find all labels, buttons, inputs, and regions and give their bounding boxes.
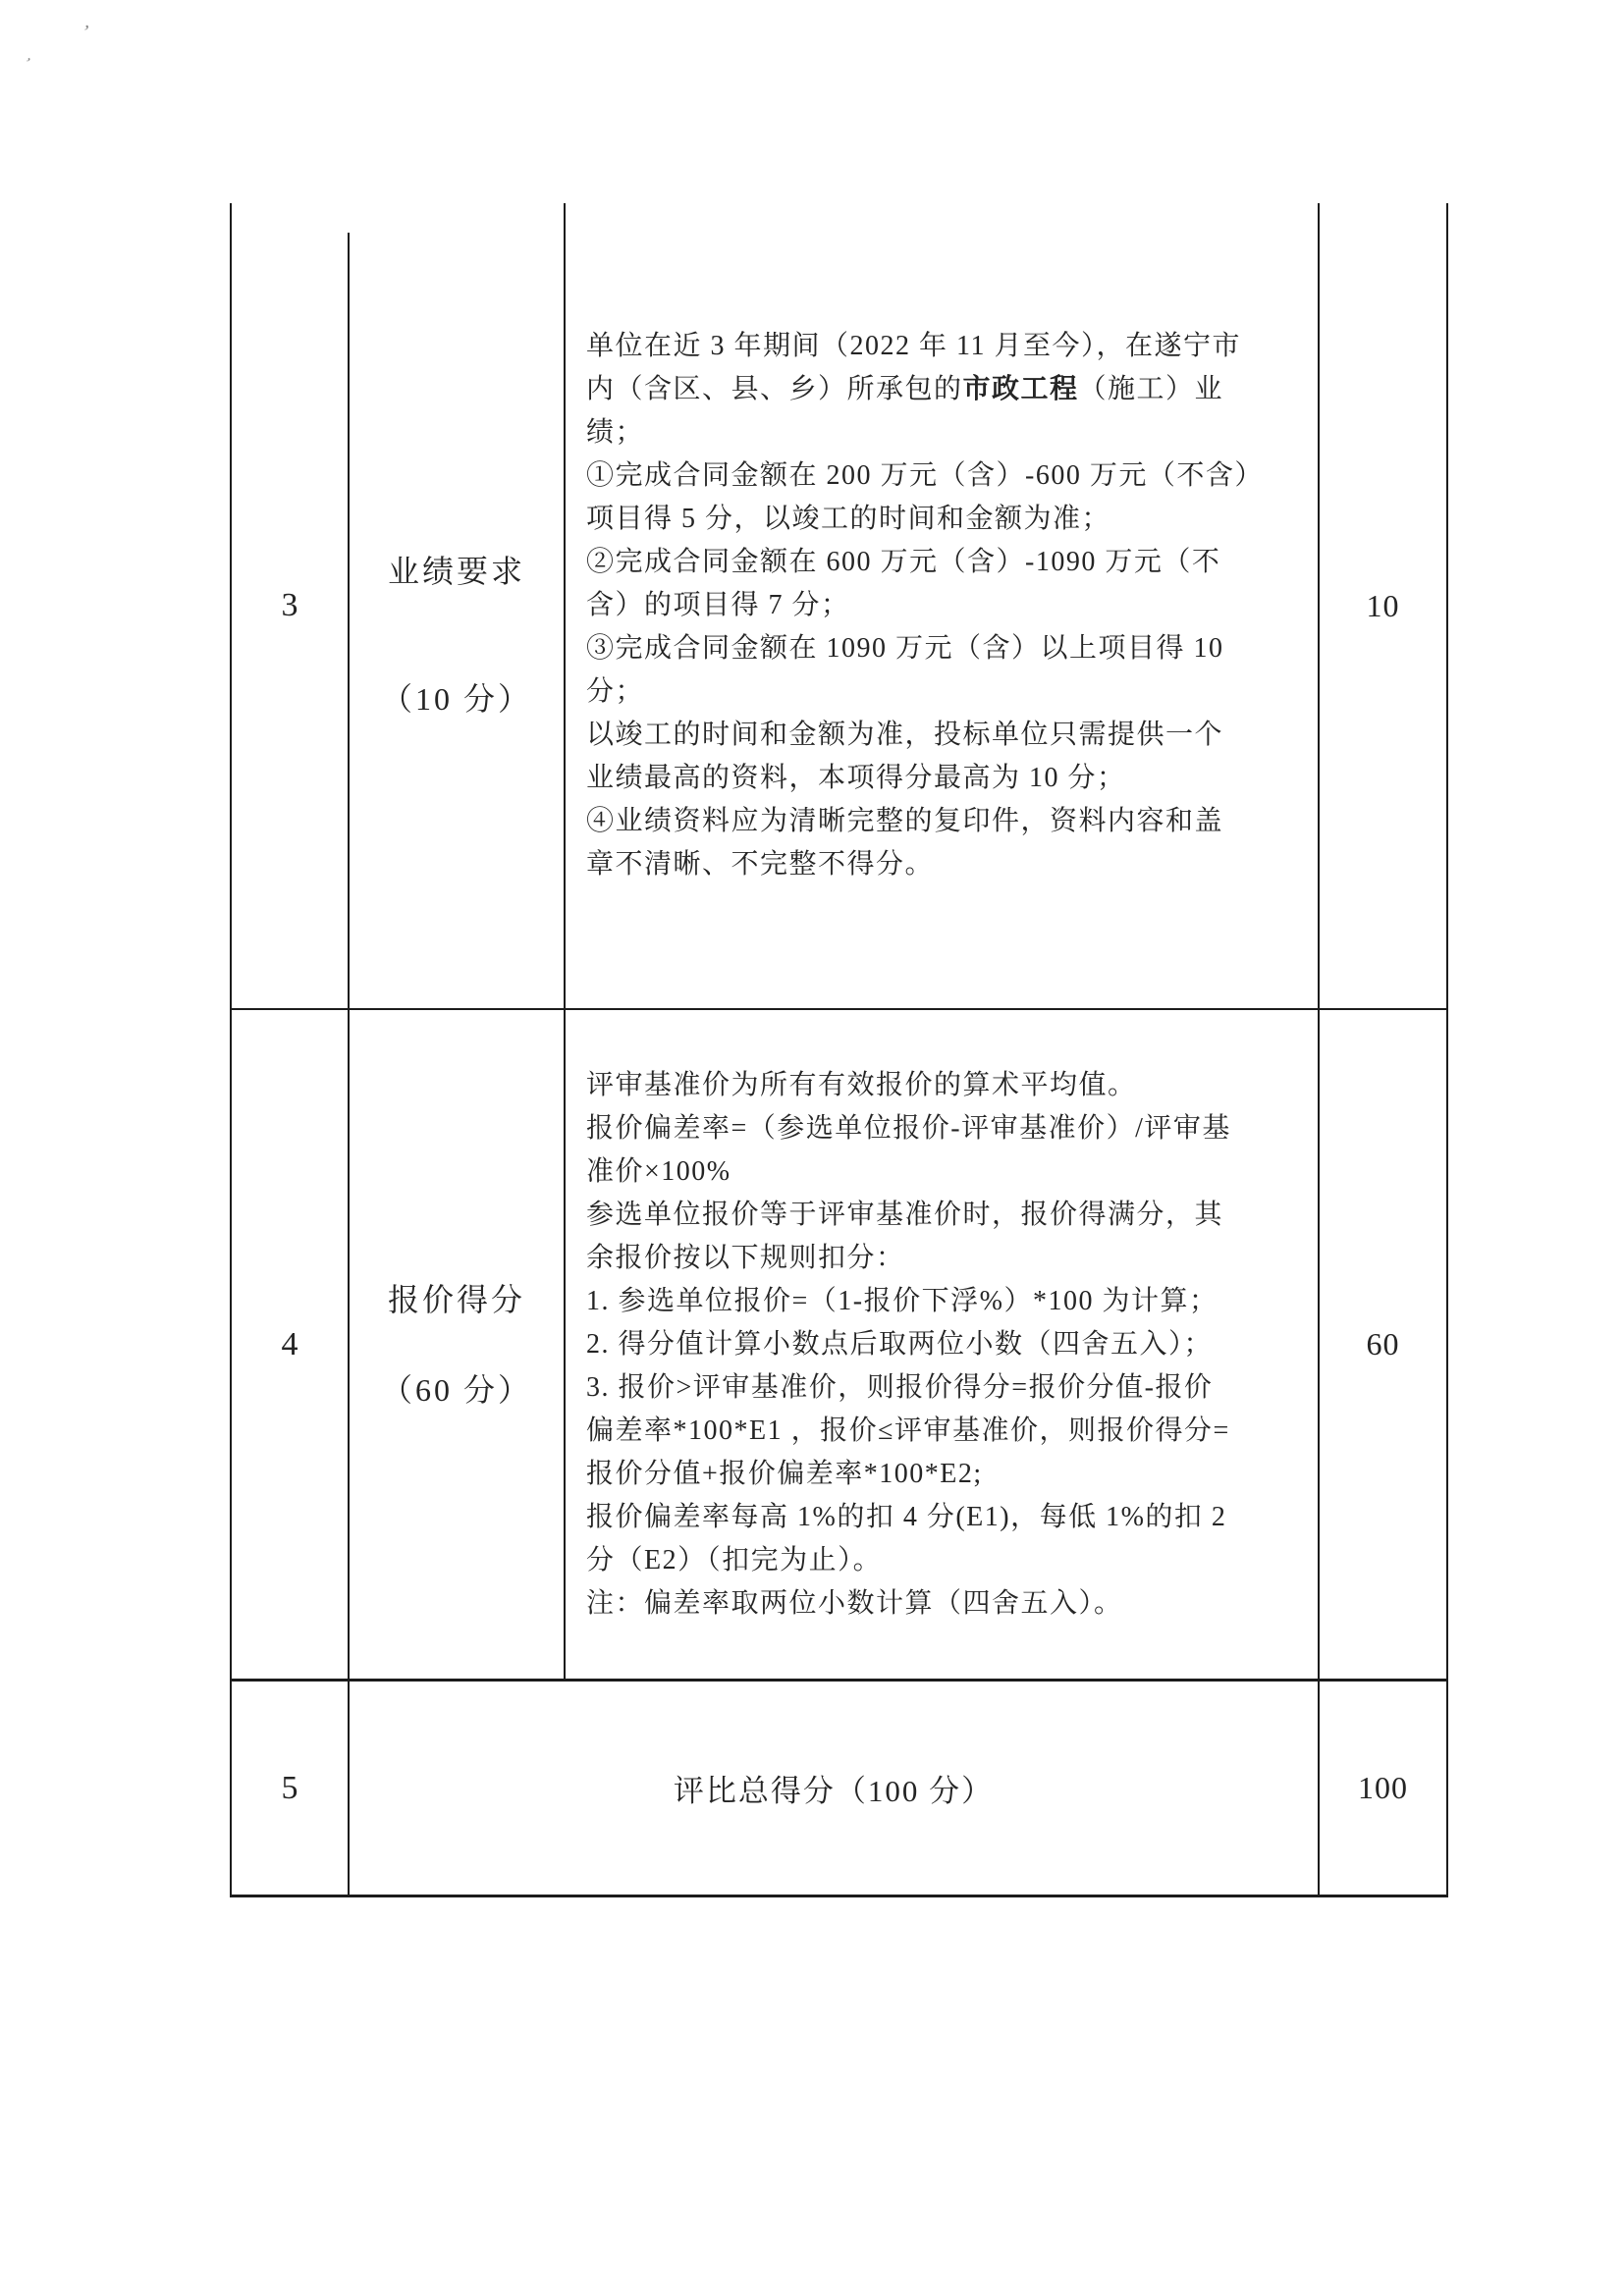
desc-line: 章不清晰、不完整不得分。 [586,849,935,880]
row5-score-cell [1318,1679,1446,1895]
desc-line [586,368,1310,411]
row4-criterion-name: 报价得分 [387,1281,525,1317]
row4-score: 60 [1366,1326,1400,1362]
desc-line: ②完成合同金额在 600 万元（含）-1090 万元（不 [586,547,1221,577]
desc-line: 余报价按以下规则扣分： [586,1242,905,1273]
row3-criterion-name: 业绩要求 [387,554,525,589]
row3-number: 3 [281,587,298,623]
scan-artifact-1: ’ [80,21,91,44]
row3-criterion-points: （10 分） [380,681,532,717]
desc-line: 报价分值+报价偏差率*100*E2; [586,1458,983,1489]
desc-line: 报价偏差率=（参选单位报价-评审基准价）/评审基 [586,1112,1231,1144]
desc-line: 2. 得分值计算小数点后取两位小数（四舍五入）； [586,1328,1214,1360]
desc-line: 偏差率*100*E1 ，报价≤评审基准价，则报价得分= [586,1415,1230,1446]
row4-number-cell [232,1008,348,1679]
desc-segment: 内（含区、县、乡）所承包的 [586,374,963,404]
desc-line: 业绩最高的资料，本项得分最高为 10 分； [586,763,1126,793]
desc-line: 报价偏差率每高 1%的扣 4 分(E1)，每低 1%的扣 2 [586,1501,1227,1532]
desc-line: 绩； [586,417,645,448]
desc-line: 注：偏差率取两位小数计算（四舍五入）。 [586,1587,1123,1619]
row3-criterion-cell [348,233,564,1038]
desc-line: 参选单位报价等于评审基准价时，报价得满分，其 [586,1199,1224,1230]
row3-score-cell [1318,203,1446,1008]
row5-number: 5 [281,1769,298,1806]
row5-score: 100 [1358,1770,1408,1805]
row5-total-cell [348,1679,1318,1895]
row4-criterion-points: （60 分） [380,1371,532,1408]
row3-description-cell [564,203,1318,1008]
row5-number-cell [232,1679,348,1895]
desc-segment-bold: 市政工程 [962,374,1079,404]
desc-line: ④业绩资料应为清晰完整的复印件，资料内容和盖 [586,806,1224,836]
desc-line: 单位在近 3 年期间（2022 年 11 月至今），在遂宁市 [586,331,1241,361]
desc-line: 项目得 5 分，以竣工的时间和金额为准； [586,504,1111,534]
evaluation-table [230,203,1448,1897]
desc-line: 准价×100% [586,1155,731,1187]
desc-line: ③完成合同金额在 1090 万元（含）以上项目得 10 [586,633,1224,664]
desc-line: 1. 参选单位报价=（1-报价下浮%）*100 为计算； [586,1285,1218,1316]
row4-description-cell [564,1008,1318,1679]
scan-artifact-2: ’ [20,54,33,73]
desc-segment: （施工）业 [1078,374,1224,404]
row5-total-label: 评比总得分（100 分） [673,1774,995,1808]
desc-line: 评审基准价为所有有效报价的算术平均值。 [586,1069,1137,1100]
row4-score-cell [1318,1008,1446,1679]
row4-criterion-cell [348,1008,564,1679]
row3-number-cell [232,203,348,1008]
row4-number: 4 [281,1325,298,1362]
desc-line: ①完成合同金额在 200 万元（含）-600 万元（不含） [586,460,1264,491]
desc-line: 分； [586,676,645,707]
desc-line: 含）的项目得 7 分； [586,590,850,620]
desc-line: 3. 报价>评审基准价，则报价得分=报价分值-报价 [586,1371,1214,1403]
row3-score: 10 [1366,587,1400,623]
desc-line: 分（E2）（扣完为止）。 [586,1544,883,1575]
desc-line: 以竣工的时间和金额为准，投标单位只需提供一个 [586,720,1224,750]
